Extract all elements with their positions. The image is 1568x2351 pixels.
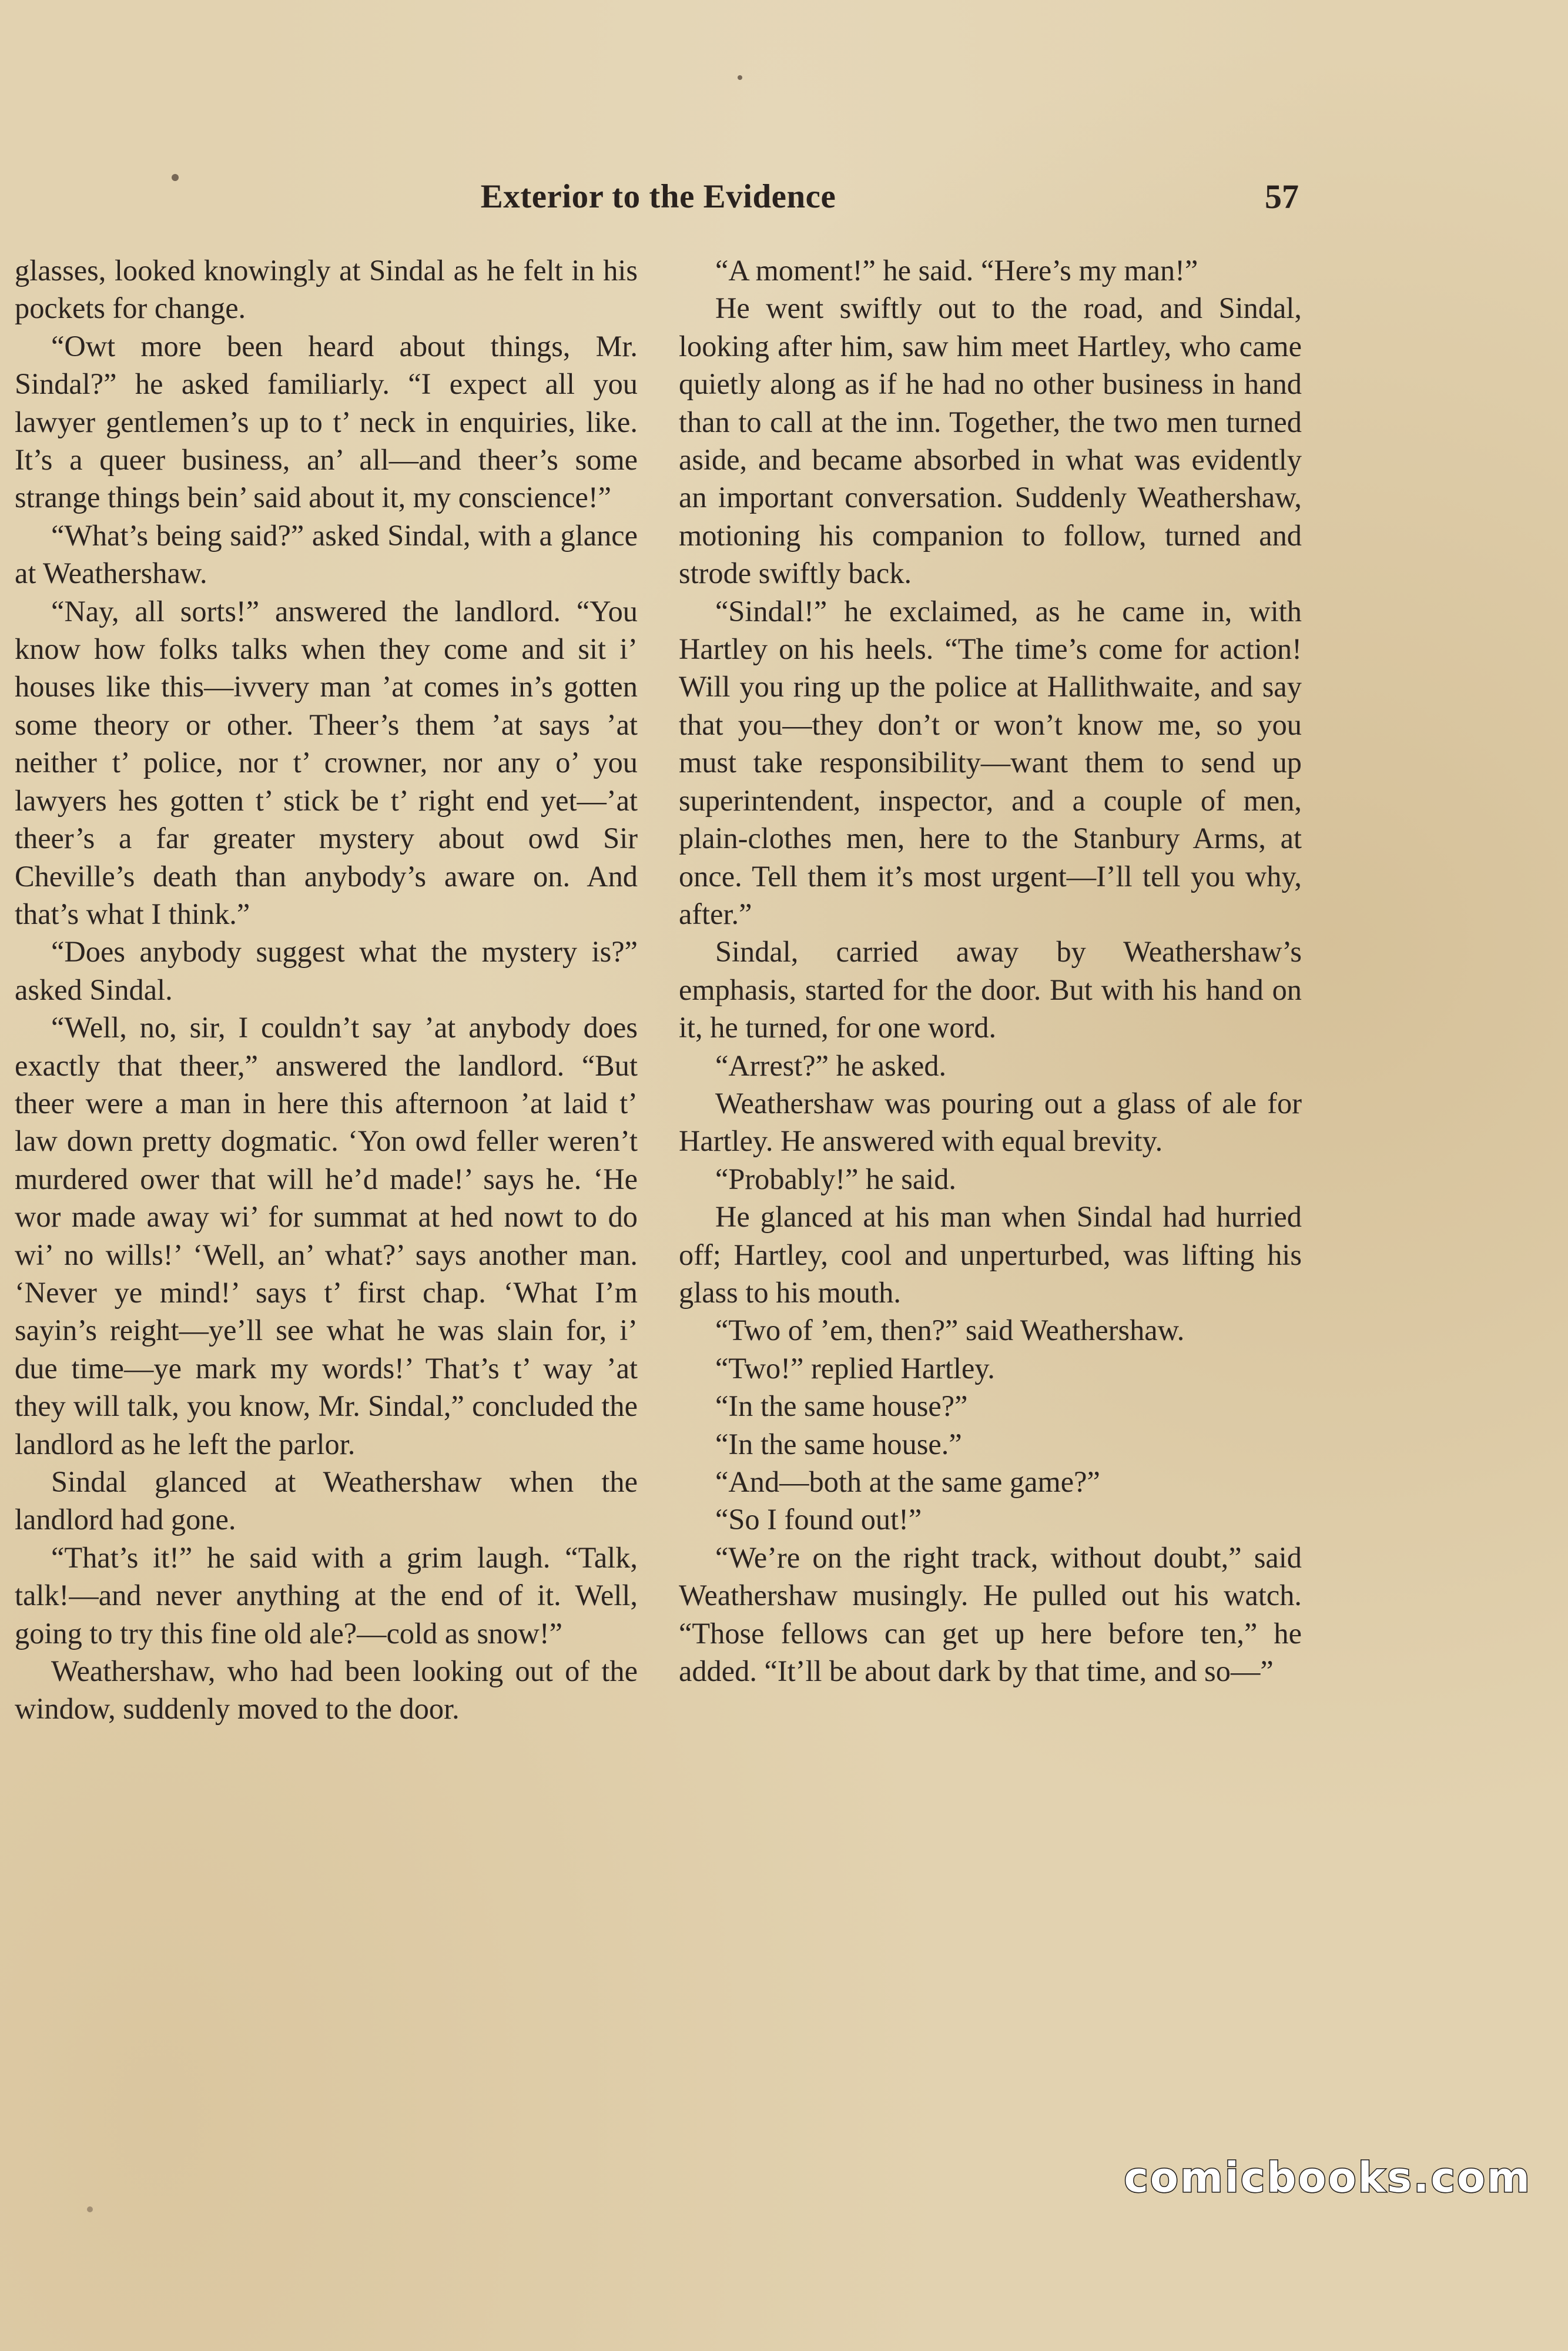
- left-column: [15, 252, 638, 1728]
- paragraph: “Owt more been heard about things, Mr. Sindal?” he asked familiarly. “I expect all you lawyer gentlemen’s up to t’ neck in enquiries, like. It’s a queer business, an’ all—and theer’s some strange things bein’ said about it, my conscience!”: [15, 329, 638, 514]
- paragraph: “And—both at the same game?”: [715, 1465, 1100, 1498]
- paragraph: Sindal, carried away by Weathershaw’s emphasis, started for the door. But with his hand on it, he turned, for one word.: [679, 935, 1302, 1044]
- ink-speck: [738, 75, 742, 80]
- paragraph: glasses, looked knowingly at Sindal as he felt in his pockets for change.: [15, 254, 638, 325]
- paragraph: “Two!” replied Hartley.: [715, 1351, 995, 1385]
- paragraph: “Probably!” he said.: [715, 1162, 956, 1195]
- paragraph: “What’s being said?” asked Sindal, with a glance at Weathershaw.: [15, 518, 638, 590]
- right-column: [679, 252, 1302, 1690]
- page-header: [18, 173, 1299, 220]
- paragraph: “We’re on the right track, without doubt,” said Weathershaw musingly. He pulled out his watch. “Those fellows can get up here before ten,” he added. “It’ll be about dark by that time, and so—”: [679, 1540, 1302, 1688]
- paragraph: “Sindal!” he exclaimed, as he came in, with Hartley on his heels. “The time’s come for action! Will you ring up the police at Hallithwaite, and say that you—they don’t or won’t know me, so you must take responsibility—want them to send up superintendent, inspector, and a couple of men, plain-clothes men, here to the Stanbury Arms, at once. Tell them it’s most urgent—I’ll tell you why, after.”: [679, 594, 1302, 930]
- paragraph: Weathershaw, who had been looking out of the window, suddenly moved to the door.: [15, 1655, 638, 1726]
- ink-speck: [87, 2206, 93, 2212]
- paragraph: He glanced at his man when Sindal had hurried off; Hartley, cool and unperturbed, was lifting his glass to his mouth.: [679, 1200, 1302, 1309]
- paragraph: “That’s it!” he said with a grim laugh. “Talk, talk!—and never anything at the end of it. Well, going to try this fine old ale?—cold as snow!”: [15, 1540, 638, 1650]
- paragraph: He went swiftly out to the road, and Sindal, looking after him, saw him meet Hartley, who came quietly along as if he had no other business in hand than to call at the inn. Together, the two men turned aside, and became absorbed in what was evidently an important conversation. Suddenly Weathershaw, motioning his companion to follow, turned and strode swiftly back.: [679, 292, 1302, 590]
- paragraph: “In the same house.”: [715, 1427, 962, 1461]
- watermark: comicbooks.com: [1124, 2154, 1532, 2202]
- paragraph: “Two of ’em, then?” said Weathershaw.: [715, 1314, 1185, 1347]
- page-number: 57: [1265, 178, 1299, 216]
- paragraph: “A moment!” he said. “Here’s my man!”: [715, 254, 1198, 287]
- ink-speck: [172, 174, 179, 181]
- paragraph: Sindal glanced at Weathershaw when the landlord had gone.: [15, 1465, 638, 1536]
- paragraph: “Arrest?” he asked.: [715, 1049, 947, 1082]
- paragraph: “In the same house?”: [715, 1389, 968, 1423]
- paragraph: “Does anybody suggest what the mystery is?” asked Sindal.: [15, 935, 638, 1006]
- paragraph: Weathershaw was pouring out a glass of ale for Hartley. He answered with equal brevity.: [679, 1086, 1302, 1158]
- running-title: Exterior to the Evidence: [480, 178, 836, 215]
- paragraph: “Nay, all sorts!” answered the landlord. “You know how folks talks when they come and sit i’ houses like this—ivvery man ’at comes in’s gotten some theory or other. Theer’s them ’at says ’at neither t’ police, nor t’ crowner, nor any o’ you lawyers hes gotten t’ stick be t’ right end yet—’at theer’s a far greater mystery about owd Sir Cheville’s death than anybody’s aware on. And that’s what I think.”: [15, 594, 638, 930]
- paragraph: “Well, no, sir, I couldn’t say ’at anybody does exactly that theer,” answered the landlord. “But theer were a man in here this afternoon ’at laid t’ law down pretty dogmatic. ‘Yon owd feller weren’t murdered ower that will he’d made!’ says he. ‘He wor made away wi’ for summat at hed nowt to do wi’ no wills!’ ‘Well, an’ what?’ says another man. ‘Never ye mind!’ says t’ first chap. ‘What I’m sayin’s reight—ye’ll see what he was slain for, i’ due time—ye mark my words!’ That’s t’ way ’at they will talk, you know, Mr. Sindal,” concluded the landlord as he left the parlor.: [15, 1011, 638, 1461]
- paragraph: “So I found out!”: [715, 1503, 922, 1536]
